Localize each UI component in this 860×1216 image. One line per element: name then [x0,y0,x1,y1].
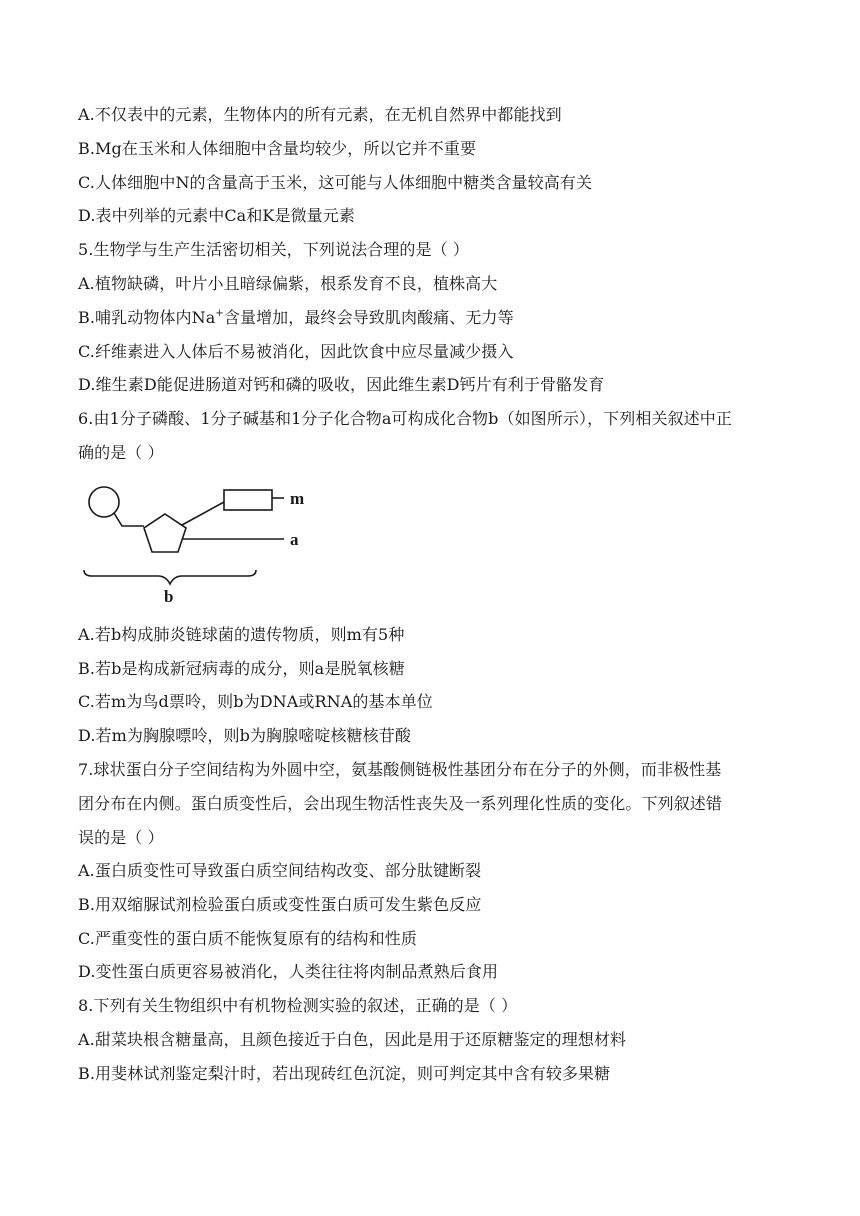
label-a: a [290,530,299,549]
q5-option-c: C.纤维素进入人体后不易被消化，因此饮食中应尽量减少摄入 [78,342,514,361]
q6-option-b: B.若b是构成新冠病毒的成分，则a是脱氧核糖 [78,659,405,678]
curly-brace [84,570,256,584]
q4-option-a: A.不仅表中的元素，生物体内的所有元素，在无机自然界中都能找到 [78,105,562,124]
phosphate-sugar-bond [114,513,144,526]
q7-option-a: A.蛋白质变性可导致蛋白质空间结构改变、部分肽键断裂 [78,861,482,880]
q4-option-c: C.人体细胞中N的含量高于玉米，这可能与人体细胞中糖类含量较高有关 [78,173,593,192]
q7-option-c: C.严重变性的蛋白质不能恢复原有的结构和性质 [78,929,417,948]
q8-stem: 8.下列有关生物组织中有机物检测实验的叙述，正确的是（ ） [78,996,518,1015]
q4-option-b: B.Mg在玉米和人体细胞中含量均较少，所以它并不重要 [78,139,477,158]
sugar-base-bond [182,502,224,525]
q7-option-d: D.变性蛋白质更容易被消化，人类往往将肉制品煮熟后食用 [78,962,499,981]
q6-option-c: C.若m为鸟d票呤，则b为DNA或RNA的基本单位 [78,692,433,711]
q7-stem-line1: 7.球状蛋白分子空间结构为外圆中空，氨基酸侧链极性基团分布在分子的外侧，而非极性基 [78,760,722,779]
label-m: m [290,489,305,508]
q8-option-a: A.甜菜块根含糖量高，且颜色接近于白色，因此是用于还原糖鉴定的理想材料 [78,1030,627,1049]
phosphate-circle [89,487,119,517]
q5-option-b [78,307,778,329]
q4-option-d: D.表中列举的元素中Ca和K是微量元素 [78,206,355,225]
q6-option-a: A.若b构成肺炎链球菌的遗传物质，则m有5种 [78,625,405,644]
q7-stem-line2: 团分布在内侧。蛋白质变性后，会出现生物活性丧失及一系列理化性质的变化。下列叙述错 [78,794,723,813]
q5-option-b-sup: + [215,307,224,319]
label-b: b [164,587,174,606]
q5-option-a: A.植物缺磷，叶片小且暗绿偏紫，根系发育不良，植株高大 [78,274,498,293]
q6-stem-line1: 6.由1分子磷酸、1分子碱基和1分子化合物a可构成化合物b（如图所示），下列相关叙述中正 [78,409,732,428]
nucleotide-diagram [78,478,318,610]
pentose-pentagon [144,514,186,552]
q6-option-d: D.若m为胸腺嘌呤，则b为胸腺嘧啶核糖核苷酸 [78,726,411,745]
q5-option-d: D.维生素D能促进肠道对钙和磷的吸收，因此维生素D钙片有利于骨骼发育 [78,375,605,394]
q5-option-b-post: 含量增加，最终会导致肌肉酸痛、无力等 [223,308,514,327]
q7-stem-line3: 误的是（ ） [78,828,164,847]
base-rectangle [224,490,272,510]
q5-option-b-pre: B.哺乳动物体内Na [78,308,216,327]
q5-stem: 5.生物学与生产生活密切相关，下列说法合理的是（ ） [78,240,469,259]
q7-option-b: B.用双缩脲试剂检验蛋白质或变性蛋白质可发生紫色反应 [78,895,482,914]
q6-stem-line2: 确的是（ ） [78,443,164,462]
q8-option-b: B.用斐林试剂鉴定梨汁时，若出现砖红色沉淀，则可判定其中含有较多果糖 [78,1064,611,1083]
